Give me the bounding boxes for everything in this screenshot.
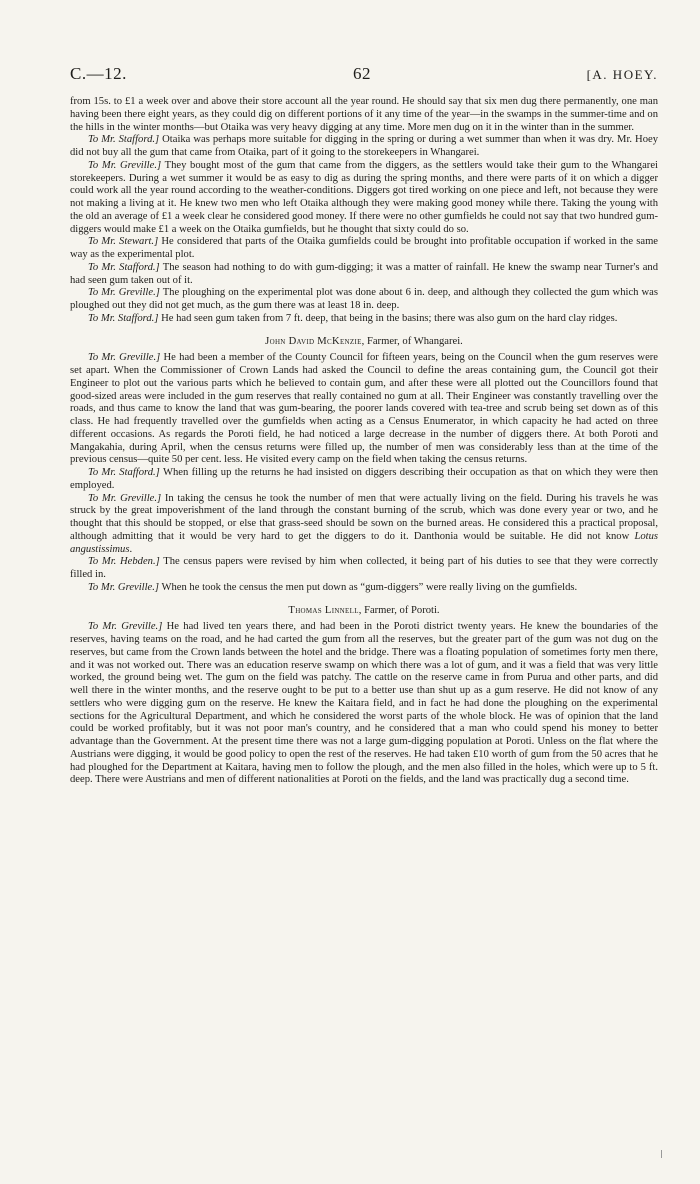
witness-heading	[70, 605, 658, 618]
questioner: To Mr. Greville.]	[88, 492, 162, 504]
paragraph-text: The ploughing on the experimental plot was done about 6 in. deep, and although they collected the gum which was ploughed out they did not get much, as the gum there was at least 18 in. deep.	[70, 287, 658, 311]
paper-reference: C.—12.	[70, 64, 127, 83]
questioner: To Mr. Greville.]	[88, 287, 160, 299]
paragraph	[70, 621, 658, 787]
paragraph	[70, 467, 658, 493]
paragraph-text: The census papers were revised by him when collected, it being part of his duties to see that they were correctly filled in.	[70, 556, 658, 580]
paragraph	[70, 96, 658, 134]
questioner: To Mr. Stafford.]	[88, 467, 160, 478]
paragraph-text: He had been a member of the County Council for fifteen years, being on the Council when the gum reserves were set apart. When the Commissioner of Crown Lands had asked the Council to define the areas containing gum, the Council got their Engineer to plot out the various parts which he believed to contain gum, and after these were all plotted out the Councillors found that good-sized areas were included in the gum reserves that really contained no gum at all. Their Engineer was constantly travelling over the roads, and thus came to know the land that was gum-bearing, the poorer lands covered with tea-tree and scrub being set down as of this class. He had frequently travelled over the gumfields when acting as a Census Enumerator, in which capacity he had acted on three different occasions. As regards the Poroti field, he had noticed a large decrease in the number of diggers there. At both Poroti and Mangakahia, during April, when the census returns were filled up, the number of men was considerably less than at the time of the previous census—quite 50 per cent. less. He visited every camp on the field when taking the census returns.	[70, 352, 658, 466]
paragraph-text: When filling up the returns he had insisted on diggers describing their occupation as that on which they were then employed.	[70, 467, 659, 491]
paragraph	[70, 236, 658, 262]
paragraph	[70, 134, 658, 160]
witness-name: Thomas Linnell	[288, 604, 359, 616]
paragraph-text: In taking the census he took the number of men that were actually living on the field. During his travels he was struck by the great impoverishment of the land through the constant burning of the scrub, which was done every year or two, and he thought that this should be stopped, or else that grass-seed should be sown on the burned areas. He considered this a practical proposal, although admitting that it would be very hard to get the diggers to do it. Danthonia would be suitable. He did not know	[70, 492, 658, 542]
page-number: 62	[353, 64, 371, 83]
witness-description: , Farmer, of Poroti.	[358, 604, 440, 616]
paragraph-text: Otaika was perhaps more suitable for digging in the spring or during a wet summer than when it was dry. Mr. Hoey did not buy all the gum that came from Otaika, part of it going to the storekeepers in Whangarei.	[70, 134, 659, 158]
witness-heading	[70, 336, 658, 349]
questioner: To Mr. Greville.]	[88, 581, 160, 593]
paragraph-text: He had seen gum taken from 7 ft. deep, that being in the basins; there was also gum on the hard clay ridges.	[158, 312, 618, 324]
paragraph-text: He had lived ten years there, and had been in the Poroti district twenty years. He knew the boundaries of the reserves, having teams on the road, and he had carted the gum from all the reserves, but the greater part of the gum was not dug on the reserves, but came from the Crown lands between the hotel and the bridge. There was a floating population of sometimes forty men there, and it was not worked out. There was an education reserve swamp on which there was a lot of gum, and it was a field that was very little worked, the ground being wet. The gum on the field was patchy. The cattle on the reserve came in from Purua and other parts, and did well there in the winter months, and the reserve ought to be put to a better use than shut up as a gum reserve. He did not know of any settlers who were digging gum on the reserve. He knew the Kaitara field, and in fact he had done the ploughing on the experimental sections for the Agricultural Department, and which he considered the worst parts of the whole block. He was of opinion that the land could be worked profitably, but it was not poor man's country, and he considered that a man who could spend his money to better advantage than the Government. At the present time there was not a large gum-digging population at Poroti. Unless on the flat where the Austrians were digging, it would be good policy to open the rest of the reserves. He had taken £10 worth of gum from the 50 acres that he had ploughed for the Department at Kaitara, having men to follow the plough, and the men also filled in the holes, which were up to 5 ft. deep. There were Austrians and men of different nationalities at Poroti on the fields, and the land was practically dug a second time.	[70, 621, 658, 786]
body-text	[70, 96, 658, 787]
paragraph-text: .	[129, 543, 133, 555]
questioner: To Mr. Stafford.]	[88, 312, 159, 324]
questioner: To Mr. Stafford.]	[88, 134, 160, 146]
paragraph-text: The season had nothing to do with gum-digging; it was a matter of rainfall. He knew the swamp near Turner's and had seen gum taken out of it.	[70, 261, 658, 286]
questioner: To Mr. Stewart.]	[88, 236, 159, 248]
witness-header: [A. HOEY.	[586, 67, 658, 82]
paragraph	[70, 556, 658, 582]
page-header	[70, 64, 658, 86]
paragraph	[70, 493, 658, 557]
paragraph	[70, 160, 658, 237]
paragraph	[70, 352, 658, 467]
questioner: To Mr. Hebden.]	[88, 556, 160, 568]
paragraph	[70, 262, 658, 288]
questioner: To Mr. Stafford.]	[88, 261, 160, 273]
paragraph-text: When he took the census the men put down as “gum-diggers” were really living on the gumfields.	[159, 581, 578, 593]
questioner: To Mr. Greville.]	[88, 352, 161, 364]
paragraph-text: from 15s. to £1 a week over and above their store account all the year round. He should say that six men dug there permanently, one man having been there eight years, as they could dig on different portions of it any time of the year—in the swamps in the summer-time and on the hills in the winter months—but Otaika was very heavy digging at any time. More men dug on it in the winter than in the summer.	[70, 96, 658, 133]
paragraph-text: He considered that parts of the Otaika gumfields could be brought into profitable occupation if worked in the same way as the experimental plot.	[70, 236, 659, 260]
margin-mark	[661, 1150, 662, 1158]
paragraph-text: They bought most of the gum that came from the diggers, as the settlers would take their gum to the Whangarei storekeepers. During a wet summer it would be as easy to dig as during the spring months, and there were parts of it on which a digger could work all the year round according to the weather-conditions. Diggers got tired working on one piece and left, not because they were not making a living at it. He knew two men who left Otaika although they were making good money while there. Taking the young with the old an average of £1 a week clear he considered good money. If there were no other gumfields he could not say that two hundred gum-diggers would make £1 a week on the Otaika gumfields, but he thought that sixty could do so.	[70, 159, 658, 235]
witness-description: , Farmer, of Whangarei.	[361, 335, 463, 347]
questioner: To Mr. Greville.]	[88, 621, 163, 633]
witness-name: John David McKenzie	[265, 335, 362, 347]
paragraph	[70, 313, 658, 326]
species-name: Lotus angustissimus	[70, 530, 658, 555]
paragraph	[70, 582, 658, 595]
questioner: To Mr. Greville.]	[88, 159, 162, 171]
paragraph	[70, 287, 658, 313]
